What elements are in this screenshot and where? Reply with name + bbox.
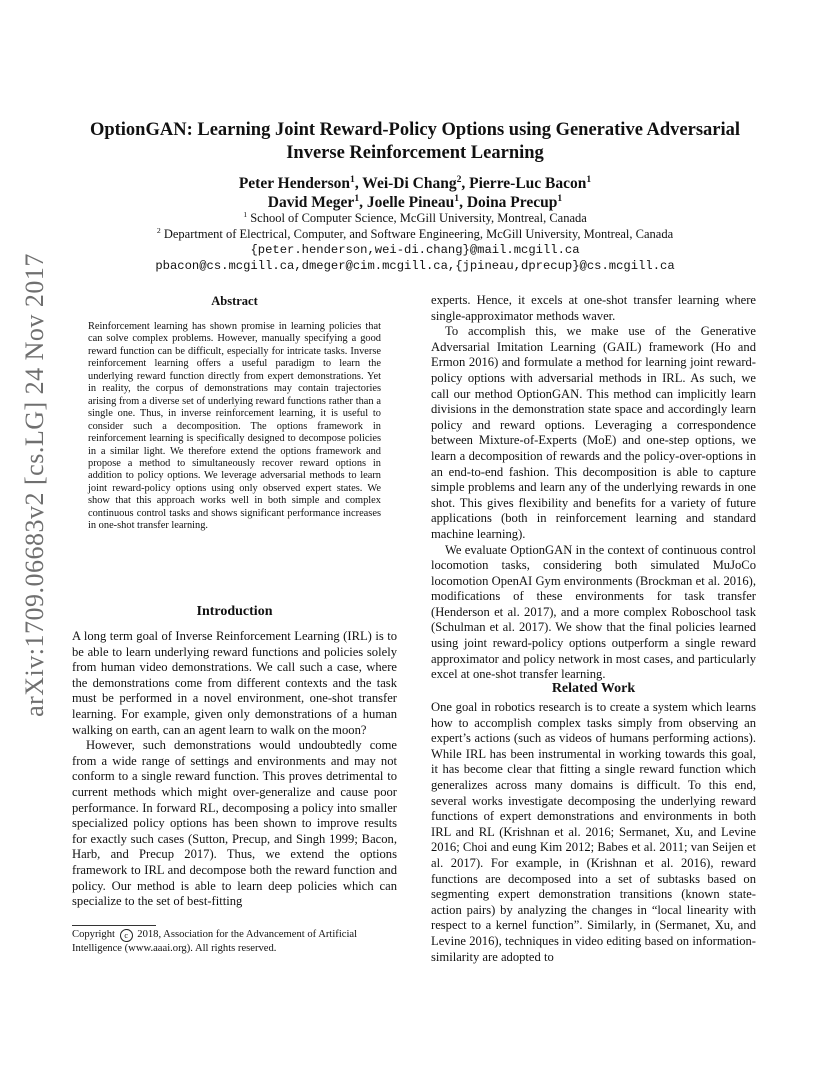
author-affiliation-mark: 1 bbox=[557, 192, 563, 204]
affiliation-text: Department of Electrical, Computer, and Software Engineering, McGill University, Montreal, Canada bbox=[163, 227, 674, 241]
author-line-1: Peter Henderson$^1$, Wei-Di Chang$^2$, Pierre-Luc Bacon$^1$ bbox=[238, 173, 592, 192]
author-name: Peter Henderson bbox=[238, 175, 351, 192]
author-name: David Meger bbox=[267, 194, 355, 211]
intro-paragraph: A long term goal of Inverse Reinforcement Learning (IRL) is to be able to learn underlying reward functions and policies solely from human video demonstrations. We call such a case, where the demonstrations come from different contexts and the task must be performed in a novel environment, one-shot transfer learning. For example, given only demonstrations of a human walking on earth, can an agent learn to walk on the moon? bbox=[72, 629, 397, 737]
title-line-2: Inverse Reinforcement Learning bbox=[286, 143, 544, 163]
affiliation-2 bbox=[60, 226, 770, 242]
email-line-1: {peter.henderson,wei-di.chang}@mail.mcgill.ca bbox=[250, 243, 580, 257]
author-affiliation-mark: 1 bbox=[454, 192, 460, 204]
introduction-body bbox=[72, 629, 397, 910]
author-name: Joelle Pineau bbox=[366, 194, 455, 211]
author-name: Doina Precup bbox=[466, 194, 558, 211]
affiliation-number: 2 bbox=[156, 225, 161, 235]
author-name: Pierre-Luc Bacon bbox=[469, 175, 587, 192]
title-line-1: OptionGAN: Learning Joint Reward-Policy Options using Generative Adversarial bbox=[89, 120, 741, 140]
author-affiliation-mark: 1 bbox=[354, 192, 360, 204]
body-paragraph: To accomplish this, we make use of the Generative Adversarial Imitation Learning (GAIL) framework (Ho and Ermon 2016) and formulate a method for learning joint reward-policy options with adversarial methods in IRL. As such, we call our method OptionGAN. This method can implicitly learn divisions in the demonstration state space and accordingly learn policy and reward options. Leveraging a correspondence between Mixture-of-Experts (MoE) and one-step options, we learn a decomposition of rewards and the policy-over-options in an end-to-end fashion. This decomposition is able to capture simple problems and learn any of the underlying rewards in one shot. This gives flexibility and benefits for a variety of future applications (both in reinforcement learning and standard machine learning). bbox=[431, 324, 756, 541]
author-list bbox=[60, 174, 770, 212]
author-affiliation-mark: 1 bbox=[586, 173, 592, 185]
affiliation-1 bbox=[60, 210, 770, 226]
intro-paragraph: However, such demonstrations would undoubtedly come from a wide range of settings and environments and may not conform to a single reward function. This proves detrimental to current methods which might over-generalize and cause poor performance. In forward RL, decomposing a policy into smaller specialized policy options has been shown to improve results for exactly such cases (Sutton, Precup, and Singh 1999; Bacon, Harb, and Precup 2017). Thus, we extend the options framework to IRL and decompose both the reward function and policy. Our method is able to learn deep policies which can specialize to the set of best-fitting bbox=[72, 738, 397, 909]
arxiv-identifier-stamp bbox=[20, 253, 50, 717]
footnote-text: 2018, Association for the Advancement of Artificial Intelligence (www.aaai.org). All rights reserved. bbox=[72, 929, 358, 954]
right-column-body bbox=[431, 293, 756, 683]
abstract-heading: Abstract bbox=[211, 294, 258, 308]
arxiv-identifier: arXiv:1709.06683v2 [cs.LG] 24 Nov 2017 bbox=[20, 253, 49, 717]
affiliation-text: School of Computer Science, McGill University, Montreal, Canada bbox=[250, 211, 587, 225]
related-work-paragraph: One goal in robotics research is to create a system which learns how to accomplish complex tasks simply from observing an expert’s actions (such as videos of humans performing actions). While IRL has been instrumental in working towards this goal, it has become clear that fitting a single reward function which generalizes across many domains is difficult. To this end, several works investigate decomposing the underlying reward functions of expert demonstrations and environments in both IRL and RL (Krishnan et al. 2016; Sermanet, Xu, and Levine 2016; Choi and eung Kim 2012; Babes et al. 2011; van Seijen et al. 2017). For example, in (Krishnan et al. 2016), reward functions are decomposed into a set of subtasks based on segmenting expert demonstration transitions (known state-action pairs) by analyzing the changes in “local linearity with respect to a kernel function”. Similarly, in (Sermanet, Xu, and Levine 2016), techniques in video editing based on information-similarity are adopted to bbox=[431, 700, 756, 964]
author-line-2: David Meger$^1$, Joelle Pineau$^1$, Doina Precup$^1$ bbox=[267, 192, 563, 211]
footnote-divider bbox=[72, 925, 156, 926]
paper-title bbox=[60, 119, 770, 165]
author-affiliation-mark: 1 bbox=[350, 173, 355, 185]
author-affiliation-mark: 2 bbox=[456, 173, 462, 185]
email-line-2: pbacon@cs.mcgill.ca,dmeger@cim.mcgill.ca,{jpineau,dprecup}@cs.mcgill.ca bbox=[155, 259, 675, 273]
abstract-body: Reinforcement learning has shown promise in learning policies that can solve complex problems. However, manually specifying a good reward function can be difficult, especially for intricate tasks. Inverse reinforcement learning offers a useful paradigm to learn the underlying reward function directly from expert demonstrations. Yet in reality, the corpus of demonstrations may contain trajectories arising from a diverse set of underlying reward functions rather than a single one. Thus, in inverse reinforcement learning, it is useful to consider such a decomposition. The options framework in reinforcement learning is specifically designed to decompose policies in a similar light. We therefore extend the options framework and propose a method to simultaneously recover reward options in addition to policy options. We leverage adversarial methods to learn joint reward-policy options using only observed expert states. We show that this approach works well in both simple and complex continuous control tasks and shows significant performance increases in one-shot transfer learning. bbox=[88, 321, 381, 532]
introduction-heading: Introduction bbox=[196, 604, 273, 619]
related-work-body bbox=[431, 700, 756, 965]
copyright-footnote bbox=[72, 928, 397, 956]
footnote-prefix: Copyright bbox=[72, 929, 115, 940]
body-paragraph: experts. Hence, it excels at one-shot transfer learning where single-approximator methods waver. bbox=[431, 293, 756, 323]
copyright-symbol: c bbox=[120, 929, 133, 942]
body-paragraph: We evaluate OptionGAN in the context of continuous control locomotion tasks, considering both simulated MuJoCo locomotion OpenAI Gym environments (Brockman et al. 2016), modifications of these environments for task transfer (Henderson et al. 2017), and a more complex Roboschool task (Schulman et al. 2017). We show that the final policies learned using joint reward-policy options outperform a single reward approximator and policy network in most cases, and particularly excel at one-shot transfer learning. bbox=[431, 542, 756, 682]
related-work-heading: Related Work bbox=[551, 681, 636, 696]
author-name: Wei-Di Chang bbox=[362, 175, 457, 192]
affiliation-number: 1 bbox=[243, 209, 248, 219]
